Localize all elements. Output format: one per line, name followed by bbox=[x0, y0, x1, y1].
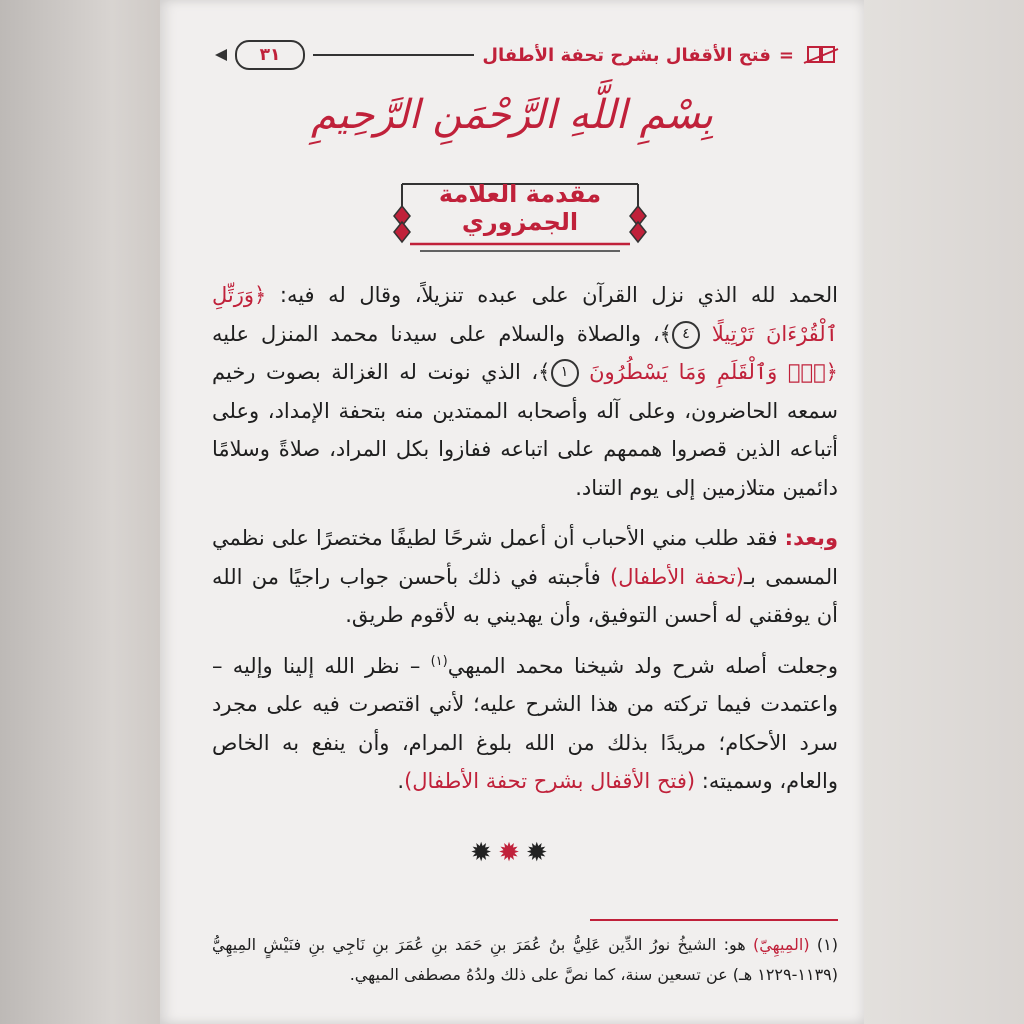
basmala-calligraphy: بِسْمِ اللَّهِ الرَّحْمَنِ الرَّحِيمِ bbox=[310, 92, 714, 138]
footnote-number: (١) bbox=[816, 935, 839, 954]
text-run: ﴾، والصلاة والسلام على سيدنا محمد المنزل عليه bbox=[212, 321, 672, 346]
star-icon: ✹ bbox=[525, 838, 554, 868]
body-text bbox=[212, 276, 838, 813]
book-spine-shadow bbox=[0, 0, 160, 1024]
paragraph-lead: وبعد: bbox=[784, 526, 838, 550]
text-run: الحمد لله الذي نزل القرآن على عبده تنزيلاً، وقال له فيه: bbox=[266, 283, 838, 307]
footnote-separator bbox=[590, 919, 838, 921]
star-icon: ✹ bbox=[470, 838, 499, 868]
text-run: – نظر الله إلينا وإليه – واعتمدت فيما تركته من هذا الشرح عليه؛ لأني اقتصرت فيه على مجرد سرد الأحكام؛ مريدًا بذلك من الله بلوغ المرام، وأن ينفع به الخاص والعام، وسميته: bbox=[212, 653, 838, 793]
open-book-icon bbox=[802, 43, 842, 67]
page-number: ٣١ bbox=[235, 40, 305, 70]
text-run: فقد طلب مني الأحباب أن أعمل شرحًا لطيفًا مختصرًا على نظمي المسمى بـ bbox=[212, 526, 838, 589]
footnote-name: (المِيهِيّ) bbox=[753, 935, 810, 954]
text-run: ﴾، الذي نونت له الغزالة بصوت رخيم سمعه الحاضرون، وعلى آله وأصحابه الممتدين منه بتحفة الإمداد، وعلى أتباعه الذين قصروا هممهم على اتباعه ففازوا بكل المراد، صلاةً وسلامًا دائمين متلازمين إلى يوم التناد. bbox=[212, 360, 838, 500]
section-divider-stars bbox=[160, 838, 864, 868]
footnote-text: هو: الشيخُ نورُ الدِّين عَلِيُّ بنُ عُمَرَ بنِ حَمَد بنِ عُمَرَ بنِ نَاجِي بنِ فنَيْشٍ المِيهِيُّ (١١٣٩-١٢٢٩ هـ) عن تسعين سنة، كما نصَّ على ذلك ولدُهُ مصطفى الميهي. bbox=[212, 935, 838, 984]
book-page bbox=[160, 0, 864, 1024]
paragraph-request bbox=[212, 519, 838, 635]
quran-verse: ﴿نٓۚ وَٱلْقَلَمِ وَمَا يَسْطُرُونَ bbox=[589, 360, 838, 384]
header-arrow-ornament bbox=[215, 49, 227, 61]
footnote-reference: (١) bbox=[430, 653, 448, 669]
header-rule bbox=[313, 54, 474, 56]
book-name: (فتح الأقفال بشرح تحفة الأطفال) bbox=[404, 769, 696, 793]
paragraph-source bbox=[212, 647, 838, 801]
book-next-page-edge bbox=[862, 0, 1024, 1024]
section-title: مقدمة العلامة الجمزوري bbox=[438, 180, 602, 236]
star-icon: ✹ bbox=[498, 838, 526, 868]
section-title-frame bbox=[380, 172, 660, 254]
running-header-title: فتح الأقفال بشرح تحفة الأطفال bbox=[482, 44, 771, 66]
running-header bbox=[215, 38, 842, 72]
verse-number: ١ bbox=[551, 359, 579, 387]
verse-number: ٤ bbox=[672, 321, 700, 349]
footnote bbox=[212, 930, 838, 990]
paragraph-opening bbox=[212, 276, 838, 507]
text-run: . bbox=[397, 769, 405, 793]
text-run: فأجبته في ذلك بأحسن جواب راجيًا من الله أن يوفقني له أحسن التوفيق، وأن يهديني به لأقوم طريق. bbox=[212, 564, 838, 627]
header-separator: = bbox=[778, 44, 794, 66]
text-run: وجعلت أصله شرح ولد شيخنا محمد الميهي bbox=[447, 653, 838, 678]
book-title-ref: (تحفة الأطفال) bbox=[610, 564, 744, 589]
quran-verse: ﴿وَرَتِّلِ ٱلْقُرْءَانَ تَرْتِيلًا bbox=[212, 283, 838, 346]
